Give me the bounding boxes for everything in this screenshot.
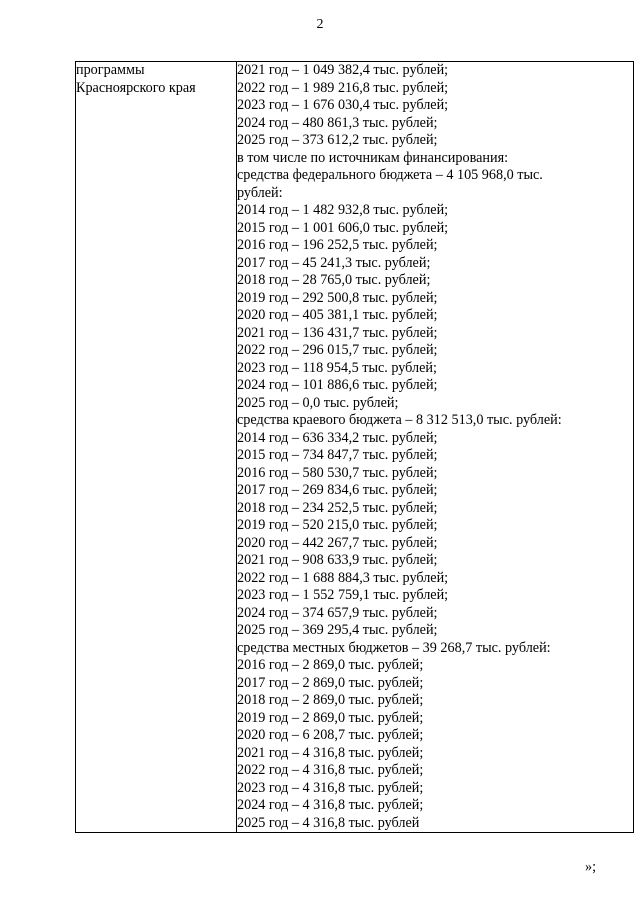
- funding-line: 2021 год – 4 316,8 тыс. рублей;: [237, 744, 424, 761]
- funding-line: 2016 год – 2 869,0 тыс. рублей;: [237, 657, 424, 673]
- funding-line: 2025 год – 373 612,2 тыс. рублей;: [237, 132, 438, 148]
- funding-line: 2019 год – 520 215,0 тыс. рублей;: [237, 517, 438, 533]
- funding-line: 2018 год – 2 869,0 тыс. рублей;: [237, 692, 424, 708]
- funding-line: 2020 год – 442 267,7 тыс. рублей;: [237, 534, 438, 551]
- funding-values-cell: [237, 62, 634, 833]
- funding-line: 2023 год – 4 316,8 тыс. рублей;: [237, 779, 424, 796]
- funding-line: 2014 год – 1 482 932,8 тыс. рублей;: [237, 202, 449, 218]
- page-number: 2: [316, 17, 324, 32]
- funding-line: средства федерального бюджета – 4 105 968,0 тыс.: [237, 167, 543, 183]
- program-label-line: Красноярского края: [76, 79, 196, 96]
- funding-line: 2023 год – 1 552 759,1 тыс. рублей;: [237, 587, 449, 603]
- funding-line: 2025 год – 0,0 тыс. рублей;: [237, 394, 399, 411]
- funding-line: 2018 год – 28 765,0 тыс. рублей;: [237, 272, 431, 288]
- funding-line: 2024 год – 374 657,9 тыс. рублей;: [237, 604, 438, 621]
- funding-line: 2021 год – 1 049 382,4 тыс. рублей;: [237, 62, 449, 78]
- table-row: [76, 62, 634, 833]
- closing-quote: »;: [585, 859, 597, 875]
- funding-line: 2015 год – 734 847,7 тыс. рублей;: [237, 447, 438, 463]
- funding-line: 2024 год – 101 886,6 тыс. рублей;: [237, 377, 438, 393]
- program-label-line: программы: [76, 62, 145, 78]
- funding-line: 2025 год – 369 295,4 тыс. рублей;: [237, 622, 438, 638]
- funding-line: 2015 год – 1 001 606,0 тыс. рублей;: [237, 219, 449, 236]
- funding-line: 2023 год – 1 676 030,4 тыс. рублей;: [237, 97, 449, 113]
- funding-line: 2017 год – 45 241,3 тыс. рублей;: [237, 254, 431, 271]
- funding-line: 2014 год – 636 334,2 тыс. рублей;: [237, 429, 438, 446]
- funding-line: 2018 год – 234 252,5 тыс. рублей;: [237, 499, 438, 516]
- funding-line: 2020 год – 6 208,7 тыс. рублей;: [237, 727, 424, 743]
- funding-line: средства краевого бюджета – 8 312 513,0 тыс. рублей:: [237, 412, 562, 428]
- funding-line: 2016 год – 580 530,7 тыс. рублей;: [237, 464, 438, 481]
- funding-line: 2023 год – 118 954,5 тыс. рублей;: [237, 359, 437, 376]
- funding-line: 2019 год – 2 869,0 тыс. рублей;: [237, 709, 424, 726]
- funding-line: 2021 год – 908 633,9 тыс. рублей;: [237, 552, 438, 568]
- funding-line: 2022 год – 1 688 884,3 тыс. рублей;: [237, 569, 449, 586]
- funding-line: 2017 год – 2 869,0 тыс. рублей;: [237, 674, 424, 691]
- funding-line: 2020 год – 405 381,1 тыс. рублей;: [237, 307, 438, 323]
- funding-line: в том числе по источникам финансирования:: [237, 149, 509, 166]
- funding-line: 2016 год – 196 252,5 тыс. рублей;: [237, 237, 438, 253]
- funding-line: 2024 год – 480 861,3 тыс. рублей;: [237, 114, 438, 131]
- funding-line: 2022 год – 296 015,7 тыс. рублей;: [237, 342, 438, 358]
- funding-line: 2019 год – 292 500,8 тыс. рублей;: [237, 289, 438, 306]
- funding-line: 2021 год – 136 431,7 тыс. рублей;: [237, 324, 438, 341]
- funding-line: 2025 год – 4 316,8 тыс. рублей: [237, 814, 420, 831]
- funding-line: 2022 год – 4 316,8 тыс. рублей;: [237, 762, 424, 778]
- program-label-cell: [76, 62, 237, 833]
- funding-line: 2024 год – 4 316,8 тыс. рублей;: [237, 797, 424, 813]
- funding-line: рублей:: [237, 184, 283, 201]
- funding-table: [75, 61, 634, 833]
- funding-line: 2022 год – 1 989 216,8 тыс. рублей;: [237, 79, 449, 96]
- funding-line: средства местных бюджетов – 39 268,7 тыс. рублей:: [237, 639, 551, 656]
- funding-line: 2017 год – 269 834,6 тыс. рублей;: [237, 482, 438, 498]
